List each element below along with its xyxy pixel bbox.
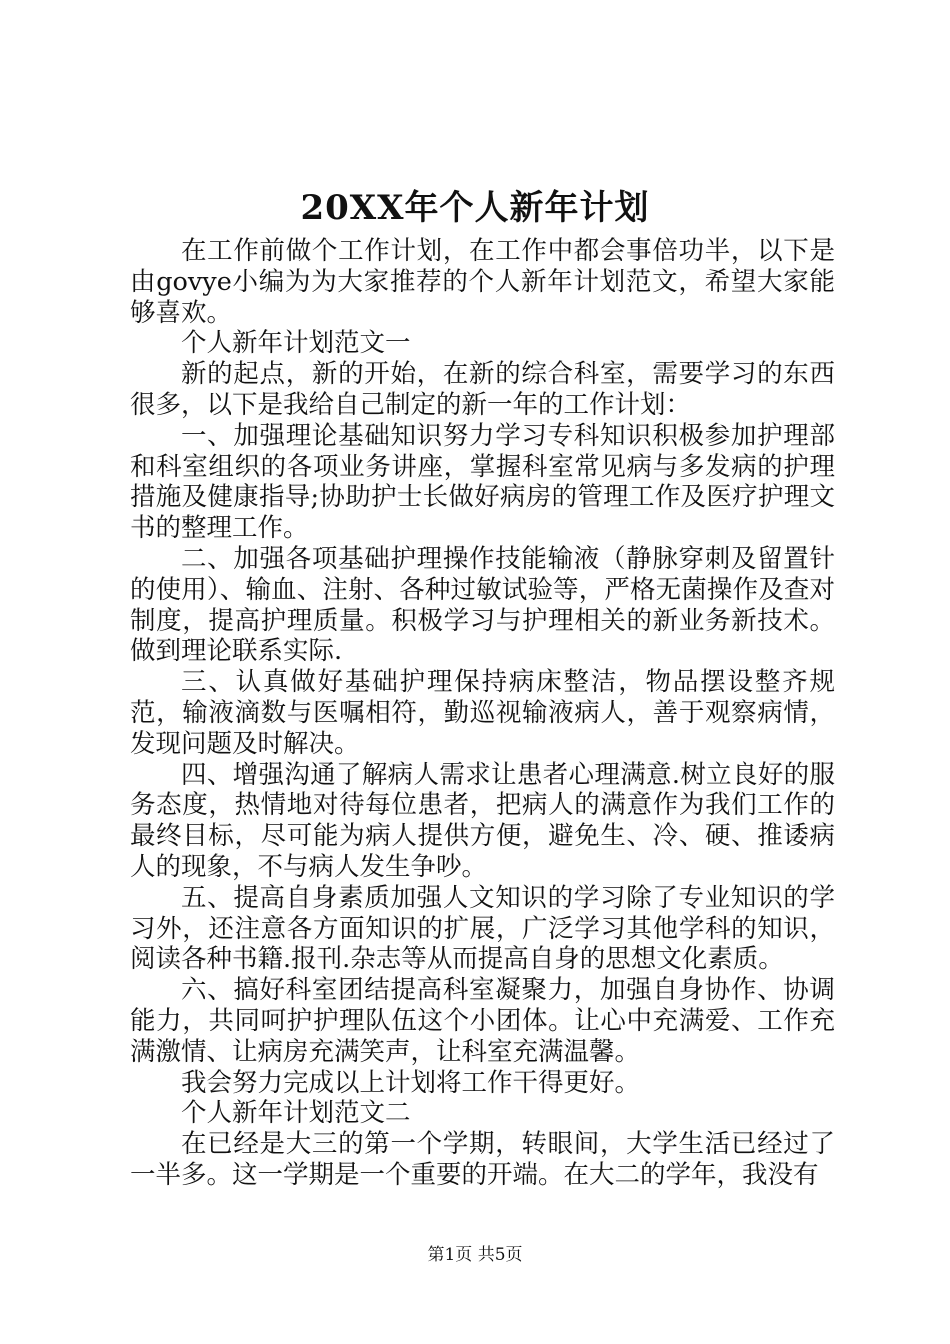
section-heading-one: 个人新年计划范文一 [181, 328, 411, 359]
paragraph: 在已经是大三的第一个学期，转眼间，大学生活已经过了一半多。这一学期是一个重要的开端。在大二的学年，我没有 [130, 1129, 835, 1190]
page-footer: 第1页 共5页 [427, 1245, 523, 1265]
plan-item-1: 一、加强理论基础知识努力学习专科知识积极参加护理部和科室组织的各项业务讲座，掌握科室常见病与多发病的护理措施及健康指导;协助护士长做好病房的管理工作及医疗护理文书的整理工作。 [130, 420, 835, 544]
plan-item-3: 三、认真做好基础护理保持病床整洁，物品摆设整齐规范，输液滴数与医嘱相符，勤巡视输液病人，善于观察病情，发现问题及时解决。 [130, 667, 835, 759]
plan-item-2: 二、加强各项基础护理操作技能输液（静脉穿刺及留置针的使用）、输血、注射、各种过敏试验等，严格无菌操作及查对制度，提高护理质量。积极学习与护理相关的新业务新技术。做到理论联系实际. [130, 543, 835, 667]
paragraph-conclusion: 我会努力完成以上计划将工作干得更好。 [181, 1067, 641, 1098]
paragraph-intro: 在工作前做个工作计划，在工作中都会事倍功半，以下是由govye小编为为大家推荐的个人新年计划范文，希望大家能够喜欢。 [130, 236, 835, 328]
paragraph: 新的起点，新的开始，在新的综合科室，需要学习的东西很多，以下是我给自己制定的新一年的工作计划： [130, 359, 835, 420]
document-body [130, 236, 835, 1191]
plan-item-4: 四、增强沟通了解病人需求让患者心理满意.树立良好的服务态度，热情地对待每位患者，把病人的满意作为我们工作的最终目标，尽可能为病人提供方便，避免生、冷、硬、推诿病人的现象，不与病人发生争吵。 [130, 759, 835, 882]
plan-item-6: 六、搞好科室团结提高科室凝聚力，加强自身协作、协调能力，共同呵护护理队伍这个小团体。让心中充满爱、工作充满激情、让病房充满笑声，让科室充满温馨。 [130, 975, 835, 1067]
plan-item-5: 五、提高自身素质加强人文知识的学习除了专业知识的学习外，还注意各方面知识的扩展，广泛学习其他学科的知识，阅读各种书籍.报刊.杂志等从而提高自身的思想文化素质。 [130, 882, 835, 975]
section-heading-two: 个人新年计划范文二 [181, 1098, 411, 1129]
document-title: 20XX年个人新年计划 [300, 188, 650, 228]
